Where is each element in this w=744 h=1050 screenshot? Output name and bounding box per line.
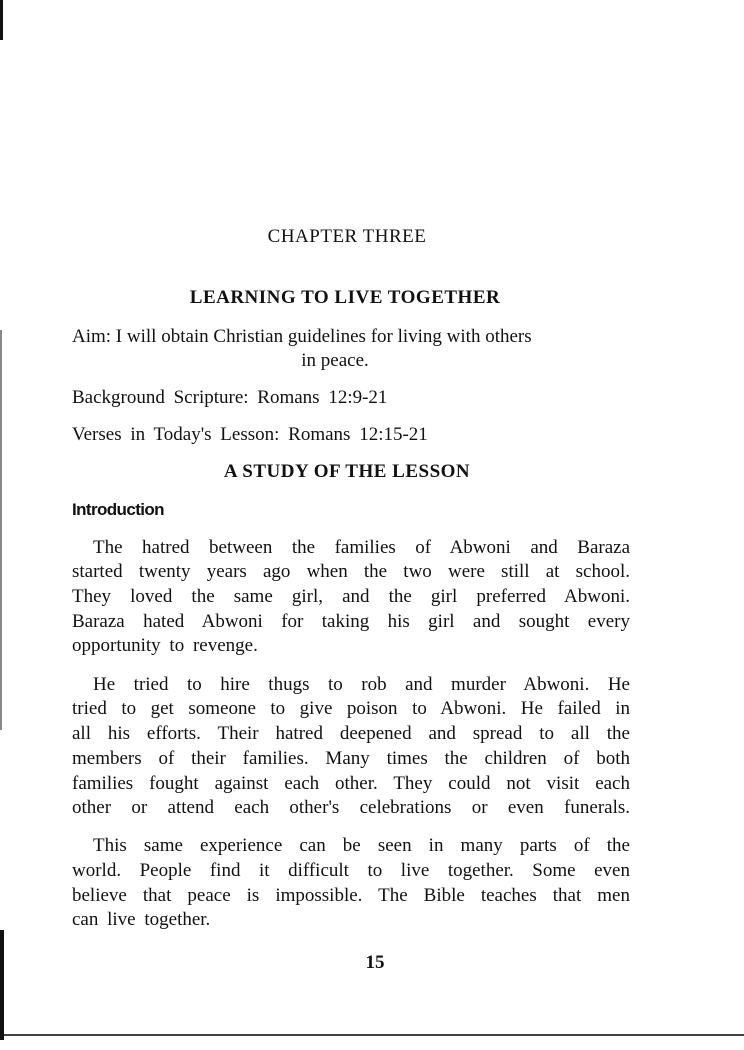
- text-line: This same experience can be seen in many parts of the: [93, 835, 630, 856]
- chapter-title: LEARNING TO LIVE TOGETHER: [189, 287, 501, 308]
- text-line: The hatred between the families of Abwoni and Baraza: [93, 537, 630, 558]
- scan-edge-top: [0, 0, 3, 40]
- text-line: other or attend each other's celebrations or even funerals.: [72, 797, 630, 818]
- lesson-verses: Verses in Today's Lesson: Romans 12:15-21: [72, 424, 428, 445]
- scan-edge-bottom-left: [0, 930, 4, 1040]
- text-line: world. People find it difficult to live together. Some even: [72, 860, 630, 881]
- text-line: Baraza hated Abwoni for taking his girl and sought every: [72, 611, 630, 632]
- page-number: 15: [365, 952, 385, 973]
- background-scripture: Background Scripture: Romans 12:9-21: [72, 387, 388, 408]
- text-line: started twenty years ago when the two were still at school.: [72, 561, 630, 582]
- text-line: He tried to hire thugs to rob and murder Abwoni. He: [93, 674, 630, 695]
- scan-edge-left: [0, 330, 2, 730]
- text-line: all his efforts. Their hatred deepened and spread to all the: [72, 723, 630, 744]
- section-heading: A STUDY OF THE LESSON: [223, 461, 471, 482]
- scan-edge-bottom: [0, 1034, 744, 1036]
- text-line: They loved the same girl, and the girl preferred Abwoni.: [72, 586, 630, 607]
- text-line: can live together.: [72, 909, 211, 930]
- text-line: families fought against each other. They could not visit each: [72, 773, 630, 794]
- aim-line-1: Aim: I will obtain Christian guidelines for living with others: [72, 326, 532, 347]
- text-line: tried to get someone to give poison to Abwoni. He failed in: [72, 698, 630, 719]
- chapter-label: CHAPTER THREE: [267, 226, 427, 247]
- aim-line-2: in peace.: [301, 350, 369, 371]
- text-line: members of their families. Many times the children of both: [72, 748, 630, 769]
- subheading-introduction: Introduction: [72, 500, 164, 519]
- text-line: believe that peace is impossible. The Bible teaches that men: [72, 885, 630, 906]
- text-line: opportunity to revenge.: [72, 635, 258, 656]
